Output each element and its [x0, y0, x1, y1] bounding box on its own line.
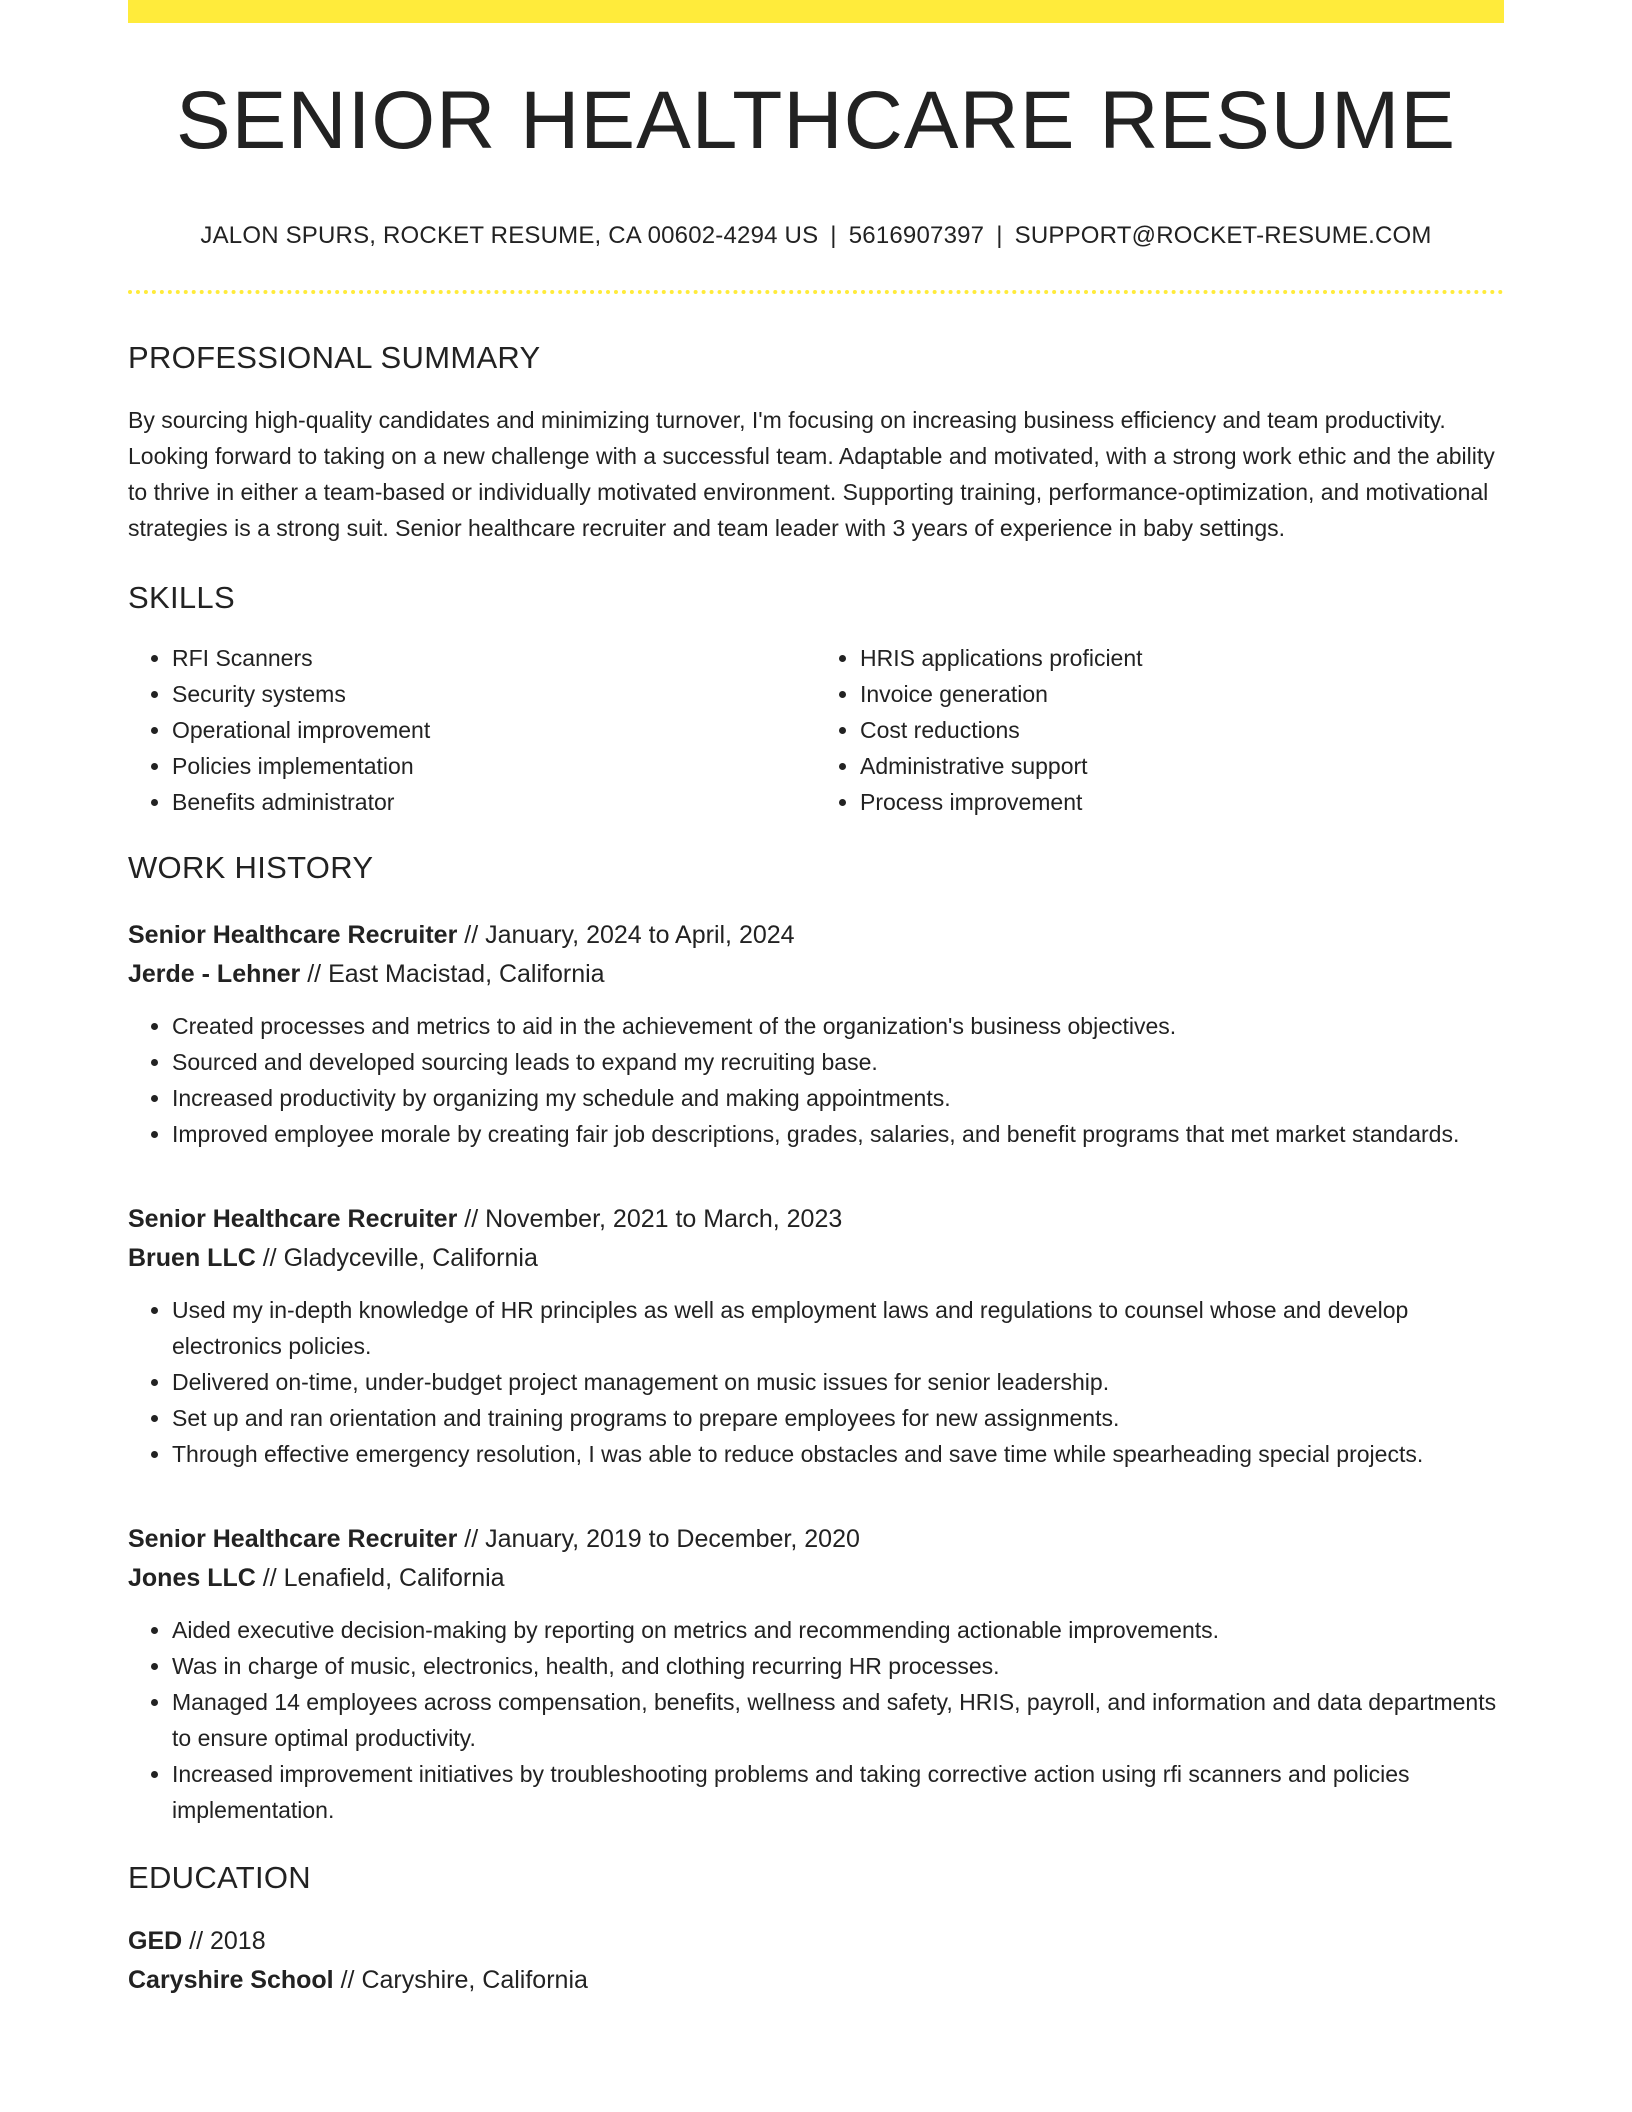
contact-separator: | — [996, 222, 1003, 249]
job-company-line — [128, 1239, 1504, 1278]
job-company: Jones LLC — [128, 1564, 256, 1592]
summary-text: By sourcing high-quality candidates and minimizing turnover, I'm focusing on increasing business efficiency and team productivity. Looking forward to taking on a new challenge with a successful team. Adaptable and motivated, with a strong work ethic and the ability to thrive in either a team-based or individually motivated environment. Supporting training, performance-optimization, and motivational strategies is a strong suit. Senior healthcare recruiter and team leader with 3 years of experience in baby settings. — [128, 407, 1495, 541]
job-company: Jerde - Lehner — [128, 960, 301, 988]
job-entry — [128, 1200, 1504, 1472]
job-title-line — [128, 1200, 1504, 1239]
skill-item: • Policies implementation — [172, 748, 816, 784]
job-bullet: • Created processes and metrics to aid in the achievement of the organization's business objectives. — [172, 1008, 1504, 1044]
job-title: Senior Healthcare Recruiter — [128, 921, 458, 949]
job-title: Senior Healthcare Recruiter — [128, 1205, 458, 1233]
job-bullet: • Increased improvement initiatives by troubleshooting problems and taking corrective action using rfi scanners and policies implementation. — [172, 1756, 1504, 1828]
job-bullet: • Was in charge of music, electronics, health, and clothing recurring HR processes. — [172, 1648, 1504, 1684]
skill-item: • RFI Scanners — [172, 640, 816, 676]
contact-separator: | — [830, 222, 837, 249]
education-school-line — [128, 1961, 1504, 2000]
contact-phone: 5616907397 — [848, 222, 985, 249]
skill-item: • Benefits administrator — [172, 784, 816, 820]
job-bullet: • Sourced and developed sourcing leads to expand my recruiting base. — [172, 1044, 1504, 1080]
job-company-line — [128, 955, 1504, 994]
job-bullet: • Set up and ran orientation and training programs to prepare employees for new assignments. — [172, 1400, 1504, 1436]
job-title-line — [128, 916, 1504, 955]
field-separator: // — [300, 960, 329, 988]
job-company: Bruen LLC — [128, 1244, 256, 1272]
skill-item: • Process improvement — [860, 784, 1504, 820]
skill-item: • Cost reductions — [860, 712, 1504, 748]
field-separator: // — [333, 1966, 362, 1994]
job-bullets — [128, 1612, 1504, 1828]
job-bullet: • Managed 14 employees across compensation, benefits, wellness and safety, HRIS, payroll, and information and data departments to ensure optimal productivity. — [172, 1684, 1504, 1756]
education-year: 2018 — [209, 1927, 266, 1955]
field-separator: // — [457, 921, 486, 949]
job-company-line — [128, 1559, 1504, 1598]
field-separator: // — [255, 1244, 284, 1272]
job-bullet: • Improved employee morale by creating fair job descriptions, grades, salaries, and benefit programs that met market standards. — [172, 1116, 1504, 1152]
resume-page — [128, 0, 1504, 2000]
job-dates: November, 2021 to March, 2023 — [485, 1205, 843, 1233]
education-degree-line — [128, 1922, 1504, 1961]
job-title-line — [128, 1520, 1504, 1559]
skill-item: • Invoice generation — [860, 676, 1504, 712]
contact-line — [128, 222, 1504, 250]
job-bullet: • Delivered on-time, under-budget project management on music issues for senior leadership. — [172, 1364, 1504, 1400]
job-bullets — [128, 1292, 1504, 1472]
skill-item: • Security systems — [172, 676, 816, 712]
work-history-heading: WORK HISTORY — [128, 850, 374, 885]
contact-email: SUPPORT@ROCKET-RESUME.COM — [1014, 222, 1432, 249]
job-dates: January, 2024 to April, 2024 — [485, 921, 795, 949]
job-entry — [128, 1520, 1504, 1828]
job-location: Gladyceville, California — [283, 1244, 538, 1272]
education-heading: EDUCATION — [128, 1860, 311, 1895]
accent-bar — [128, 0, 1504, 23]
resume-title: SENIOR HEALTHCARE RESUME — [175, 75, 1457, 166]
education-degree: GED — [128, 1927, 183, 1955]
summary-heading: PROFESSIONAL SUMMARY — [128, 340, 541, 375]
skill-item: • Administrative support — [860, 748, 1504, 784]
job-bullet: • Through effective emergency resolution, I was able to reduce obstacles and save time while spearheading special projects. — [172, 1436, 1504, 1472]
education-entry — [128, 1922, 1504, 2000]
contact-address: JALON SPURS, ROCKET RESUME, CA 00602-4294 US — [200, 222, 819, 249]
skills-column-left — [128, 640, 816, 820]
job-dates: January, 2019 to December, 2020 — [485, 1525, 860, 1553]
job-entry — [128, 916, 1504, 1152]
job-title: Senior Healthcare Recruiter — [128, 1525, 458, 1553]
skills-list — [128, 640, 1504, 820]
job-bullet: • Increased productivity by organizing my schedule and making appointments. — [172, 1080, 1504, 1116]
skills-column-right — [816, 640, 1504, 820]
skill-item: • HRIS applications proficient — [860, 640, 1504, 676]
skill-item: • Operational improvement — [172, 712, 816, 748]
education-school: Caryshire School — [128, 1966, 334, 1994]
job-bullet: • Used my in-depth knowledge of HR principles as well as employment laws and regulations to counsel whose and develop electronics policies. — [172, 1292, 1504, 1364]
field-separator: // — [182, 1927, 210, 1955]
job-location: Lenafield, California — [283, 1564, 505, 1592]
skills-heading: SKILLS — [128, 580, 235, 615]
field-separator: // — [255, 1564, 284, 1592]
field-separator: // — [457, 1525, 486, 1553]
field-separator: // — [457, 1205, 486, 1233]
dotted-divider — [128, 290, 1504, 294]
job-bullet: • Aided executive decision-making by reporting on metrics and recommending actionable improvements. — [172, 1612, 1504, 1648]
job-location: East Macistad, California — [328, 960, 605, 988]
education-location: Caryshire, California — [361, 1966, 588, 1994]
job-bullets — [128, 1008, 1504, 1152]
